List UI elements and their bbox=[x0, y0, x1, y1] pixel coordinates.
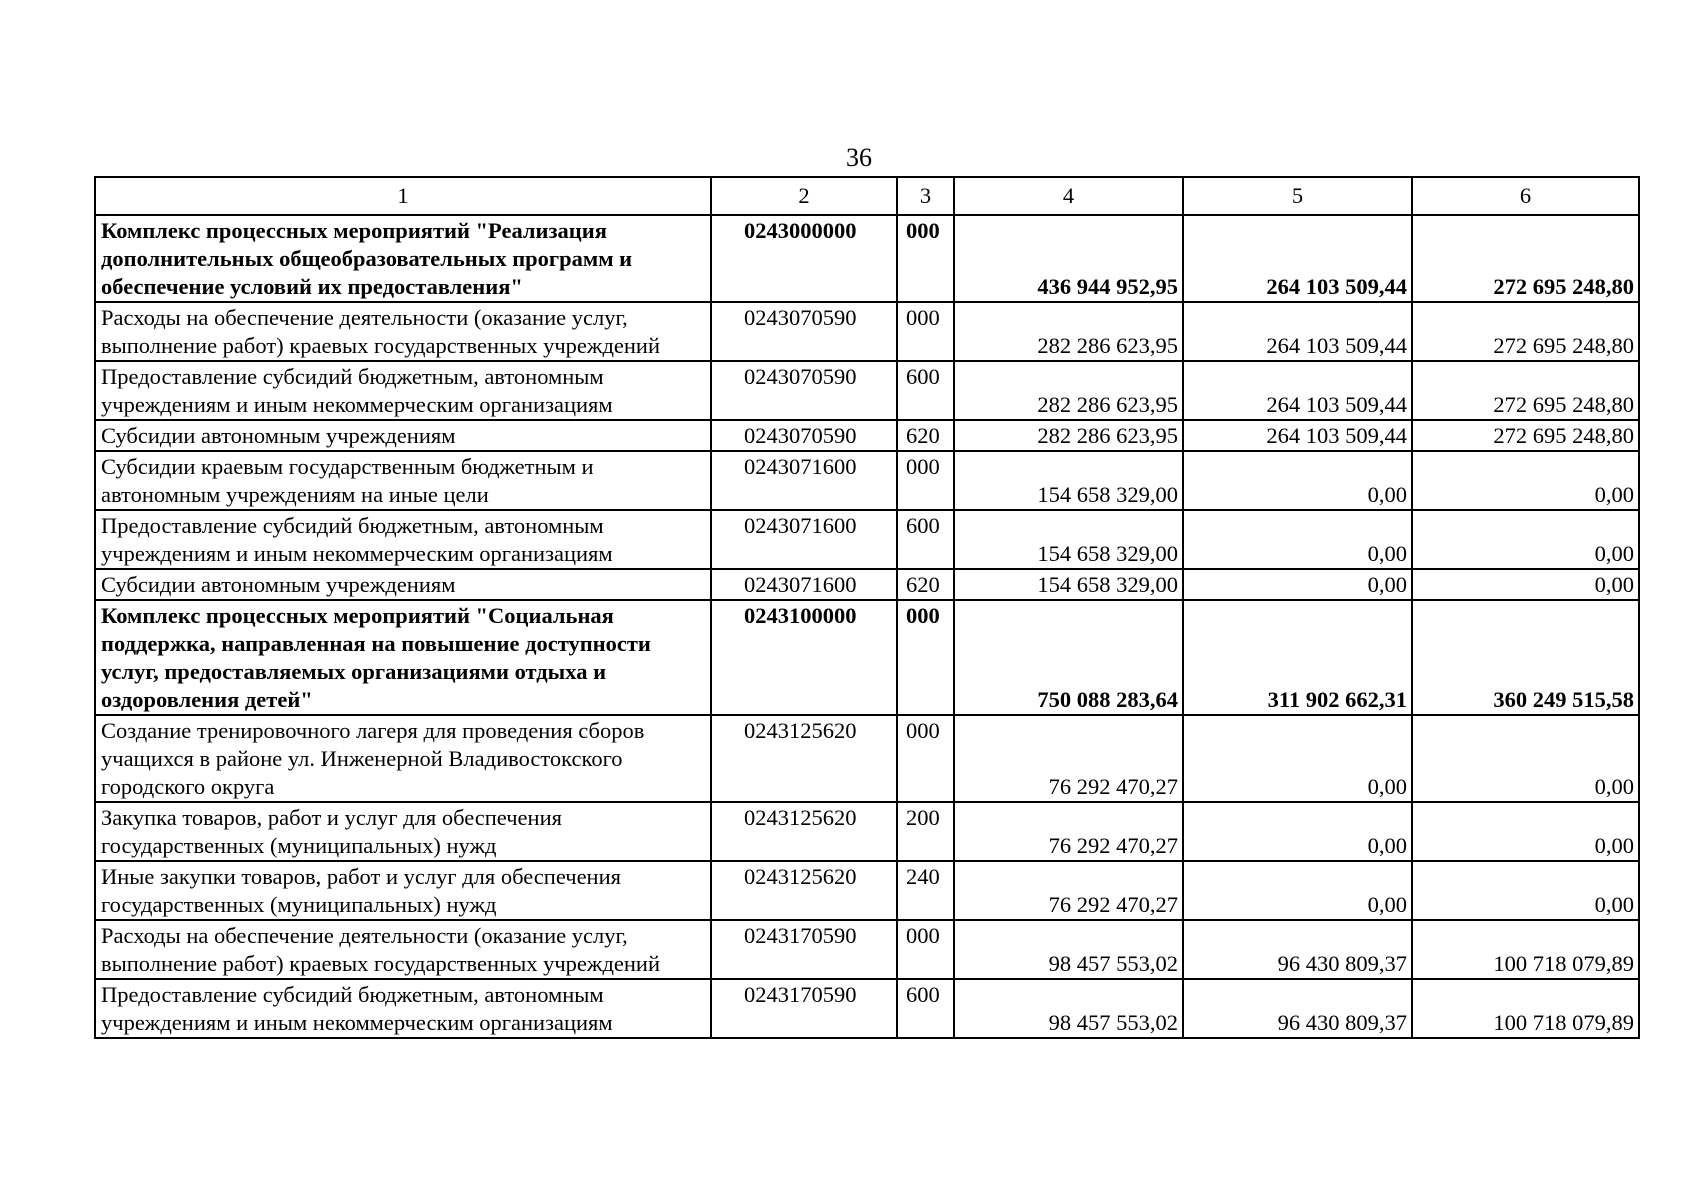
expense-name: Предоставление субсидий бюджетным, автономным учреждениям и иным некоммерческим организациям bbox=[95, 361, 711, 420]
target-article-code: 0243125620 bbox=[711, 861, 897, 920]
amount-col-5: 264 103 509,44 bbox=[1183, 302, 1412, 361]
amount-col-6: 0,00 bbox=[1412, 569, 1639, 600]
table-row bbox=[95, 302, 1639, 361]
target-article-code: 0243125620 bbox=[711, 715, 897, 802]
amount-col-6: 360 249 515,58 bbox=[1412, 600, 1639, 715]
amount-col-6: 0,00 bbox=[1412, 510, 1639, 569]
expense-type-code: 600 bbox=[897, 510, 954, 569]
amount-col-4: 98 457 553,02 bbox=[954, 979, 1183, 1038]
amount-col-5: 264 103 509,44 bbox=[1183, 215, 1412, 302]
table-row bbox=[95, 600, 1639, 715]
amount-col-6: 272 695 248,80 bbox=[1412, 302, 1639, 361]
amount-col-4: 750 088 283,64 bbox=[954, 600, 1183, 715]
table-row bbox=[95, 979, 1639, 1038]
expense-name: Субсидии автономным учреждениям bbox=[95, 420, 711, 451]
target-article-code: 0243070590 bbox=[711, 361, 897, 420]
amount-col-5: 96 430 809,37 bbox=[1183, 979, 1412, 1038]
expense-name: Создание тренировочного лагеря для проведения сборов учащихся в районе ул. Инженерной Владивостокского городского округа bbox=[95, 715, 711, 802]
amount-col-4: 76 292 470,27 bbox=[954, 802, 1183, 861]
amount-col-6: 272 695 248,80 bbox=[1412, 420, 1639, 451]
page-number: 36 bbox=[846, 143, 872, 172]
expense-name: Иные закупки товаров, работ и услуг для обеспечения государственных (муниципальных) нужд bbox=[95, 861, 711, 920]
target-article-code: 0243071600 bbox=[711, 569, 897, 600]
amount-col-4: 282 286 623,95 bbox=[954, 302, 1183, 361]
expense-type-code: 000 bbox=[897, 215, 954, 302]
amount-col-6: 100 718 079,89 bbox=[1412, 920, 1639, 979]
amount-col-4: 76 292 470,27 bbox=[954, 715, 1183, 802]
expense-type-code: 000 bbox=[897, 302, 954, 361]
expense-name: Предоставление субсидий бюджетным, автономным учреждениям и иным некоммерческим организациям bbox=[95, 979, 711, 1038]
expense-name: Субсидии краевым государственным бюджетным и автономным учреждениям на иные цели bbox=[95, 451, 711, 510]
amount-col-4: 154 658 329,00 bbox=[954, 510, 1183, 569]
table-row bbox=[95, 569, 1639, 600]
column-header: 1 bbox=[95, 177, 711, 215]
expense-type-code: 240 bbox=[897, 861, 954, 920]
target-article-code: 0243070590 bbox=[711, 420, 897, 451]
expense-name: Комплекс процессных мероприятий "Социальная поддержка, направленная на повышение доступности услуг, предоставляемых организациями отдыха и оздоровления детей" bbox=[95, 600, 711, 715]
budget-table bbox=[94, 176, 1640, 1039]
amount-col-5: 0,00 bbox=[1183, 451, 1412, 510]
amount-col-6: 0,00 bbox=[1412, 802, 1639, 861]
table-row bbox=[95, 802, 1639, 861]
target-article-code: 0243170590 bbox=[711, 920, 897, 979]
expense-type-code: 000 bbox=[897, 600, 954, 715]
column-header: 3 bbox=[897, 177, 954, 215]
amount-col-5: 0,00 bbox=[1183, 569, 1412, 600]
column-header: 2 bbox=[711, 177, 897, 215]
target-article-code: 0243071600 bbox=[711, 451, 897, 510]
expense-name: Предоставление субсидий бюджетным, автономным учреждениям и иным некоммерческим организациям bbox=[95, 510, 711, 569]
expense-type-code: 200 bbox=[897, 802, 954, 861]
expense-type-code: 620 bbox=[897, 569, 954, 600]
amount-col-5: 96 430 809,37 bbox=[1183, 920, 1412, 979]
amount-col-6: 272 695 248,80 bbox=[1412, 361, 1639, 420]
amount-col-4: 76 292 470,27 bbox=[954, 861, 1183, 920]
expense-type-code: 000 bbox=[897, 920, 954, 979]
amount-col-6: 0,00 bbox=[1412, 861, 1639, 920]
target-article-code: 0243170590 bbox=[711, 979, 897, 1038]
table-row bbox=[95, 361, 1639, 420]
amount-col-4: 98 457 553,02 bbox=[954, 920, 1183, 979]
amount-col-4: 154 658 329,00 bbox=[954, 569, 1183, 600]
expense-name: Субсидии автономным учреждениям bbox=[95, 569, 711, 600]
amount-col-4: 282 286 623,95 bbox=[954, 361, 1183, 420]
amount-col-6: 0,00 bbox=[1412, 451, 1639, 510]
expense-type-code: 000 bbox=[897, 715, 954, 802]
table-header-row bbox=[95, 177, 1639, 215]
amount-col-6: 0,00 bbox=[1412, 715, 1639, 802]
amount-col-5: 264 103 509,44 bbox=[1183, 420, 1412, 451]
amount-col-5: 0,00 bbox=[1183, 715, 1412, 802]
table-row bbox=[95, 420, 1639, 451]
target-article-code: 0243100000 bbox=[711, 600, 897, 715]
amount-col-5: 311 902 662,31 bbox=[1183, 600, 1412, 715]
expense-type-code: 000 bbox=[897, 451, 954, 510]
expense-name: Расходы на обеспечение деятельности (оказание услуг, выполнение работ) краевых государственных учреждений bbox=[95, 920, 711, 979]
column-header: 6 bbox=[1412, 177, 1639, 215]
column-header: 5 bbox=[1183, 177, 1412, 215]
table-row bbox=[95, 715, 1639, 802]
table-row bbox=[95, 510, 1639, 569]
table-row bbox=[95, 215, 1639, 302]
expense-type-code: 620 bbox=[897, 420, 954, 451]
table-row bbox=[95, 920, 1639, 979]
expense-name: Закупка товаров, работ и услуг для обеспечения государственных (муниципальных) нужд bbox=[95, 802, 711, 861]
amount-col-5: 0,00 bbox=[1183, 861, 1412, 920]
amount-col-5: 264 103 509,44 bbox=[1183, 361, 1412, 420]
amount-col-5: 0,00 bbox=[1183, 510, 1412, 569]
expense-type-code: 600 bbox=[897, 979, 954, 1038]
expense-name: Расходы на обеспечение деятельности (оказание услуг, выполнение работ) краевых государственных учреждений bbox=[95, 302, 711, 361]
target-article-code: 0243071600 bbox=[711, 510, 897, 569]
amount-col-4: 154 658 329,00 bbox=[954, 451, 1183, 510]
amount-col-4: 282 286 623,95 bbox=[954, 420, 1183, 451]
target-article-code: 0243070590 bbox=[711, 302, 897, 361]
amount-col-4: 436 944 952,95 bbox=[954, 215, 1183, 302]
table-row bbox=[95, 451, 1639, 510]
expense-name: Комплекс процессных мероприятий "Реализация дополнительных общеобразовательных программ и обеспечение условий их предоставления" bbox=[95, 215, 711, 302]
table-row bbox=[95, 861, 1639, 920]
amount-col-6: 272 695 248,80 bbox=[1412, 215, 1639, 302]
amount-col-5: 0,00 bbox=[1183, 802, 1412, 861]
amount-col-6: 100 718 079,89 bbox=[1412, 979, 1639, 1038]
expense-type-code: 600 bbox=[897, 361, 954, 420]
target-article-code: 0243125620 bbox=[711, 802, 897, 861]
column-header: 4 bbox=[954, 177, 1183, 215]
target-article-code: 0243000000 bbox=[711, 215, 897, 302]
